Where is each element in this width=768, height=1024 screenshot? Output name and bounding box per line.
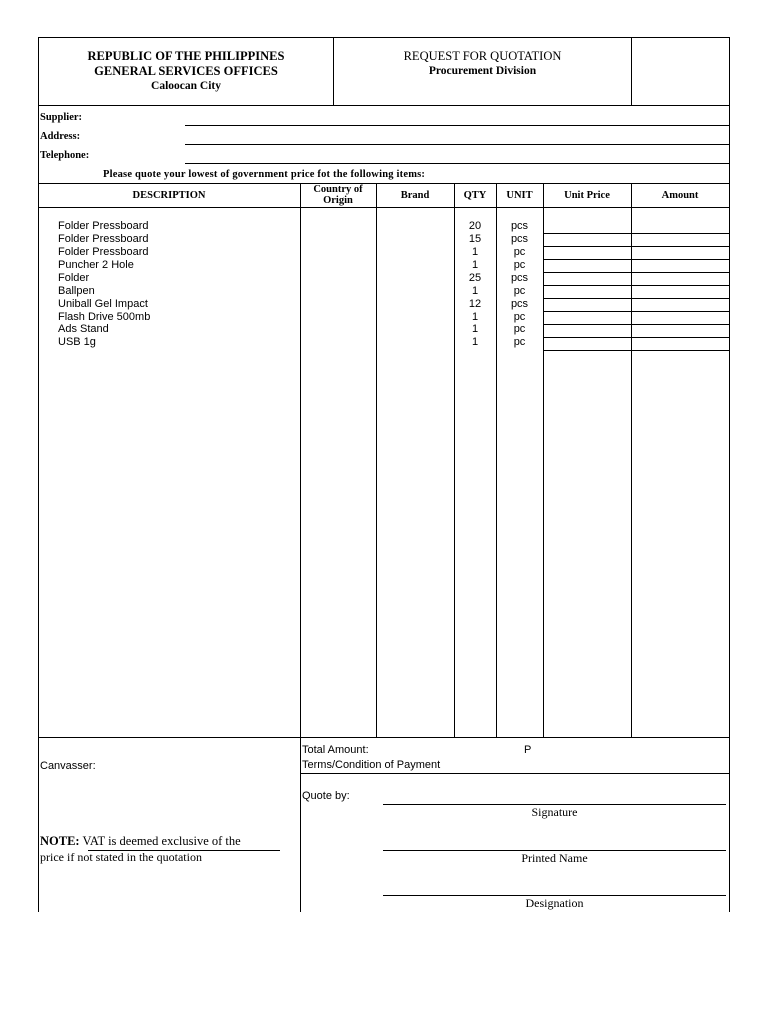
col-header-amount: Amount <box>661 190 699 201</box>
col-header-qty: QTY <box>463 190 487 201</box>
price-row-line[interactable] <box>543 285 729 286</box>
quote-by-label: Quote by: <box>302 790 350 802</box>
organization-block <box>38 49 334 94</box>
table-header-bottom-line <box>38 207 730 208</box>
price-row-line[interactable] <box>543 259 729 260</box>
item-description: Ballpen <box>58 285 95 297</box>
item-description: Uniball Gel Impact <box>58 298 148 310</box>
doc-title: REQUEST FOR QUOTATION <box>403 49 562 63</box>
header-bottom-line <box>38 105 730 106</box>
designation-label: Designation <box>525 896 584 910</box>
item-unit: pcs <box>510 233 529 245</box>
item-qty: 25 <box>468 272 482 284</box>
item-description: Folder Pressboard <box>58 233 149 245</box>
frame-right-line <box>729 37 730 912</box>
terms-bottom-line <box>300 773 730 774</box>
col-header-unit: UNIT <box>506 190 533 201</box>
item-description: Folder <box>58 272 90 284</box>
supplier-label: Supplier: <box>40 112 83 123</box>
org-republic: REPUBLIC OF THE PHILIPPINES <box>87 49 285 63</box>
signature-label: Signature <box>531 805 578 819</box>
item-qty: 1 <box>471 336 479 348</box>
table-top-line <box>38 183 730 184</box>
table-bottom-line <box>38 737 730 738</box>
frame-left-line <box>38 37 39 912</box>
col-header-unit-price: Unit Price <box>564 190 610 201</box>
currency-symbol: P <box>524 744 532 756</box>
price-row-line[interactable] <box>543 337 729 338</box>
document-title-block <box>334 49 631 79</box>
note-text-1: VAT is deemed exclusive of the <box>79 834 241 848</box>
instruction-text: Please quote your lowest of government price fot the following items: <box>103 169 426 180</box>
note-line-1 <box>40 834 241 849</box>
item-qty: 1 <box>471 323 479 335</box>
item-unit: pc <box>513 323 526 335</box>
item-description: Flash Drive 500mb <box>58 311 151 323</box>
col-header-brand: Brand <box>400 190 430 201</box>
frame-top-line <box>38 37 730 38</box>
item-description: USB 1g <box>58 336 96 348</box>
col-divider-origin <box>376 183 377 738</box>
item-qty: 1 <box>471 246 479 258</box>
item-unit: pc <box>513 336 526 348</box>
item-unit: pc <box>513 285 526 297</box>
item-description: Ads Stand <box>58 323 109 335</box>
item-unit: pc <box>513 246 526 258</box>
note-label: NOTE: <box>40 834 80 848</box>
header-divider-2 <box>631 37 632 105</box>
org-city: Caloocan City <box>151 80 221 92</box>
item-qty: 1 <box>471 259 479 271</box>
item-unit: pc <box>513 259 526 271</box>
price-row-line[interactable] <box>543 324 729 325</box>
col-header-description: DESCRIPTION <box>132 190 206 201</box>
terms-label: Terms/Condition of Payment <box>302 759 441 771</box>
item-unit: pcs <box>510 220 529 232</box>
doc-subtitle: Procurement Division <box>428 65 537 77</box>
supplier-field-line[interactable] <box>185 125 729 126</box>
item-unit: pc <box>513 311 526 323</box>
price-row-line[interactable] <box>543 311 729 312</box>
item-qty: 15 <box>468 233 482 245</box>
telephone-field-line[interactable] <box>185 163 729 164</box>
item-qty: 20 <box>468 220 482 232</box>
price-row-line[interactable] <box>543 298 729 299</box>
item-qty: 1 <box>471 285 479 297</box>
item-qty: 1 <box>471 311 479 323</box>
col-header-origin-line1: Country of <box>313 184 363 195</box>
address-field-line[interactable] <box>185 144 729 145</box>
price-row-line[interactable] <box>543 233 729 234</box>
item-description: Folder Pressboard <box>58 246 149 258</box>
price-row-line[interactable] <box>543 272 729 273</box>
telephone-label: Telephone: <box>40 150 90 161</box>
item-description: Puncher 2 Hole <box>58 259 134 271</box>
col-header-origin-line2: Origin <box>323 195 353 206</box>
col-divider-unit-price <box>631 183 632 738</box>
item-description: Folder Pressboard <box>58 220 149 232</box>
col-divider-unit <box>543 183 544 738</box>
item-unit: pcs <box>510 272 529 284</box>
price-row-line[interactable] <box>543 246 729 247</box>
printed-name-label: Printed Name <box>521 851 588 865</box>
org-gso: GENERAL SERVICES OFFICES <box>94 64 278 78</box>
price-row-line[interactable] <box>543 350 729 351</box>
canvasser-label: Canvasser: <box>40 760 96 772</box>
address-label: Address: <box>40 131 81 142</box>
col-divider-description <box>300 183 301 912</box>
total-amount-label: Total Amount: <box>302 744 369 756</box>
item-unit: pcs <box>510 298 529 310</box>
item-qty: 12 <box>468 298 482 310</box>
note-text-2: price if not stated in the quotation <box>40 850 202 864</box>
col-header-origin <box>300 184 376 206</box>
